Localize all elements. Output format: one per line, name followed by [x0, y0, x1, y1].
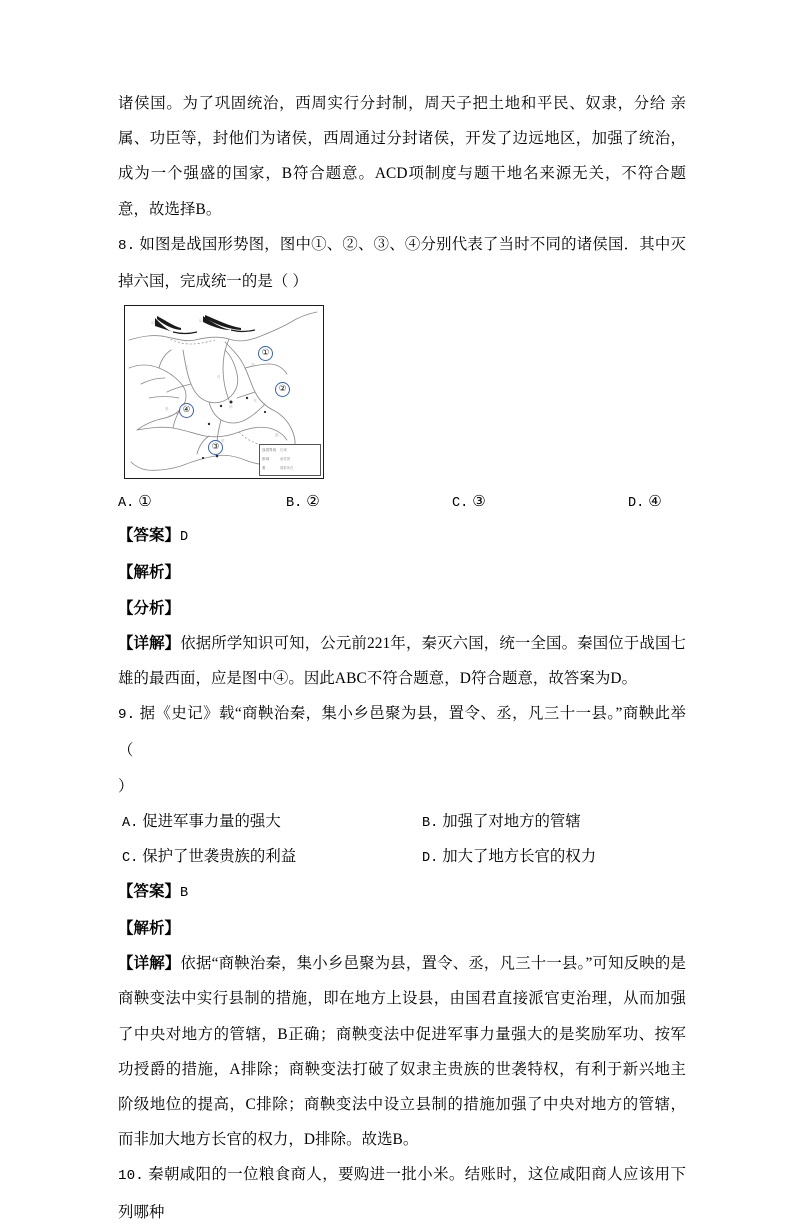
question-9-option-a[interactable] [122, 804, 281, 841]
map-legend-key: 都城 [262, 457, 270, 462]
answer-tag: 【答案】 [118, 527, 180, 545]
option-a-text: 促进军事力量的强大 [142, 812, 281, 830]
question-8-answer [118, 518, 686, 555]
option-b-label: B. [286, 496, 303, 512]
analysis-tag: 【解析】 [118, 920, 180, 938]
map-legend-row [262, 455, 318, 464]
map-marker-4: ④ [179, 403, 194, 418]
question-8-figure [118, 303, 686, 483]
svg-text:越: 越 [275, 433, 279, 438]
option-c-label: C. [452, 496, 469, 512]
question-9-option-d[interactable] [422, 839, 596, 876]
svg-text:楚: 楚 [221, 439, 225, 444]
svg-text:韩: 韩 [229, 405, 233, 410]
answer-value: D [179, 530, 189, 546]
question-10-stem [118, 1157, 686, 1229]
option-a-label: A. [122, 815, 139, 831]
option-c-text: ③ [472, 492, 486, 511]
answer-value: B [179, 885, 189, 901]
question-9-stem [118, 696, 686, 768]
svg-text:秦: 秦 [165, 407, 169, 412]
breakdown-tag: 【分析】 [118, 599, 180, 617]
option-d-label: D. [628, 496, 645, 512]
question-8-stem-text: 如图是战国形势图，图中①、②、③、④分别代表了当时不同的诸侯国．其中灭掉六国，完成统一的是（ ） [118, 235, 686, 291]
option-d-label: D. [422, 850, 439, 866]
question-9-options-row-2 [118, 839, 686, 874]
option-c-text: 保护了世袭贵族的利益 [142, 847, 297, 865]
detail-tag: 【详解】 [118, 634, 181, 652]
svg-text:燕: 燕 [251, 363, 255, 368]
map-legend-key: 战国界线 [262, 448, 277, 453]
map-legend-value: 诸侯国 [280, 457, 291, 462]
question-8-option-d[interactable] [628, 485, 662, 520]
q7-explanation-tail: 诸侯国。为了巩固统治，西周实行分封制，周天子把土地和平民、奴隶，分给 亲属、功臣等，封他们为诸侯，西周通过分封诸侯，开发了边远地区，加强了统治，成为一个强盛的国家，B符合题意。ACD项制度与题干地名来源无关，不符合题意，故选择B。 [118, 95, 686, 218]
map-legend-value: 国都所在 [280, 466, 294, 471]
map-marker-2: ② [275, 382, 290, 397]
option-d-text: 加大了地方长官的权力 [442, 847, 597, 865]
option-b-label: B. [422, 815, 439, 831]
option-b-text: 加强了对地方的管辖 [442, 812, 581, 830]
svg-text:赵: 赵 [185, 365, 189, 370]
svg-text:胡: 胡 [151, 321, 155, 326]
map-marker-3: ③ [208, 440, 223, 455]
warring-states-map [124, 305, 324, 479]
detail-text: 依据“商鞅治秦，集小乡邑聚为县，置令、丞，凡三十一县。”可知反映的是商鞅变法中实行县制的措施，即在地方上设县，由国君直接派官吏治理，从而加强了中央对地方的管辖，B正确；商鞅变法中促进军事力量强大的是奖励军功、按军功授爵的措施，A排除；商鞅变法打破了奴隶主贵族的世袭特权，有利于新兴地主阶级地位的提高，C排除；商鞅变法中设立县制的措施加强了中央对地方的管辖，而非加大地方长官的权力，D排除。故选B。 [118, 955, 686, 1149]
svg-text:匈: 匈 [199, 319, 203, 324]
map-legend-row [262, 446, 318, 455]
question-10-stem-text: 秦朝咸阳的一位粮食商人，要购进一批小米。结账时，这位咸阳商人应该用下列哪种 [118, 1166, 686, 1221]
option-a-label: A. [118, 496, 135, 512]
question-10-number: 10. [118, 1168, 144, 1185]
option-c-label: C. [122, 850, 139, 866]
page-content [118, 86, 686, 1230]
option-d-text: ④ [648, 492, 662, 511]
question-9-stem-tail: ） [118, 777, 134, 795]
question-8-breakdown-tag [118, 591, 686, 626]
question-9-detail [118, 946, 686, 1157]
question-9-options-row-1 [118, 804, 686, 839]
option-a-text: ① [138, 492, 152, 511]
question-8-option-c[interactable] [452, 485, 486, 520]
question-8-analysis-tag [118, 555, 686, 590]
question-9-answer [118, 874, 686, 911]
detail-tag: 【详解】 [118, 955, 181, 973]
question-9-analysis-tag [118, 911, 686, 946]
map-legend-row [262, 464, 318, 473]
question-9-number: 9. [118, 707, 136, 724]
question-8-option-b[interactable] [286, 485, 320, 520]
question-8-options [118, 485, 686, 518]
map-legend-value: 长城 [280, 448, 287, 453]
svg-text:晋: 晋 [217, 375, 221, 380]
question-8-number: 8. [118, 237, 136, 254]
map-legend-key: 秦 [262, 466, 266, 471]
detail-text: 依据所学知识可知，公元前221年，秦灭六国，统一全国。秦国位于战国七雄的最西面，应是图中④。因此ABC不符合题意，D符合题意，故答案为D。 [118, 634, 686, 688]
question-9-option-c[interactable] [122, 839, 296, 876]
map-legend [259, 444, 321, 476]
map-marker-1: ① [258, 346, 273, 361]
question-8-detail [118, 626, 686, 696]
analysis-tag: 【解析】 [118, 564, 180, 582]
svg-text:齐: 齐 [253, 399, 257, 404]
question-8-option-a[interactable] [118, 485, 152, 520]
answer-tag: 【答案】 [118, 882, 180, 900]
option-b-text: ② [306, 492, 320, 511]
question-8-stem [118, 227, 686, 299]
question-9-option-b[interactable] [422, 804, 581, 841]
question-9-stem-text: 据《史记》载“商鞅治秦，集小乡邑聚为县，置令、丞，凡三十一县。”商鞅此举（ [118, 705, 687, 760]
